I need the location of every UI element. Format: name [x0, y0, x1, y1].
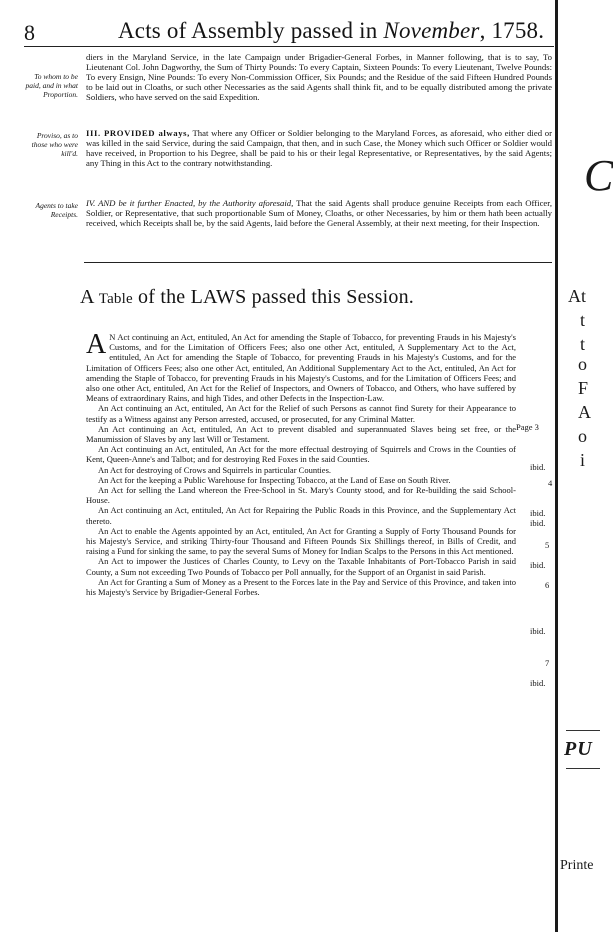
table-title-of-the: of the: [132, 286, 191, 308]
law-entry: An Act for selling the Land whereon the Free-School in St. Mary's County stood, and for Re-building the said School-House.: [86, 485, 516, 506]
running-title-month: November: [383, 18, 480, 43]
facing-page-glyph: PU: [564, 738, 593, 760]
facing-page-glyph: o: [578, 354, 587, 374]
table-title-a: A: [80, 286, 99, 308]
facing-page-rule: [566, 768, 600, 769]
page-ref: 6: [545, 580, 550, 590]
facing-page-glyph: t: [580, 310, 586, 330]
margin-note-proportion: To whom to be paid, and in what Proportion.: [25, 72, 78, 99]
table-title-passed: passed this: [246, 286, 347, 308]
law-entry: An Act to impower the Justices of Charles County, to Levy on the Taxable Inhabitants of Port-Tobacco Parish in said County, a Sum not exceeding Two Pounds of Tobacco per Poll annually, for the Support of an Organist in said Parish.: [86, 556, 516, 577]
facing-page-fragment: [558, 0, 613, 932]
law-entry: [86, 329, 516, 404]
page-ref: 7: [545, 658, 550, 668]
receipts-body: That the said Agents shall produce genuine Receipts from each Officer, Soldier, or Representative, that such proportionable Sum of Money, Cloaths, or other Necessaries, by him or them hath been actually received, which Receipts shall be, by the said Agents, laid before the General Assembly, at their next meeting, for their Inspection.: [86, 198, 552, 228]
running-title-start: Acts of Assembly passed in: [118, 18, 384, 43]
facing-page-glyph: o: [578, 426, 587, 446]
law-entry: An Act continuing an Act, entituled, An Act for Repairing the Public Roads in this Province, and the Supplementary Act thereto.: [86, 505, 516, 526]
law-entry: An Act continuing an Act, entituled, An Act to prevent disabled and superannuated Slaves being set free, or the Manumission of Slaves by any last Will or Testament.: [86, 423, 516, 445]
facing-page-glyph: Printe: [560, 858, 594, 873]
page-ref: ibid.: [530, 508, 546, 518]
law-entry: An Act continuing an Act, entituled, An Act for the more effectual destroying of Squirrels and Crows in the Counties of Kent, Queen-Anne's and Talbot; and for destroying Red Foxes in the said Counties.: [86, 444, 516, 465]
facing-page-glyph: i: [580, 450, 586, 470]
page-ref: ibid.: [530, 678, 546, 688]
margin-note-proviso: Proviso, as to those who were kill'd.: [31, 131, 78, 158]
proviso-lead: III. PROVIDED always,: [86, 128, 190, 138]
page-ref: ibid.: [530, 518, 546, 528]
page-ref: Page 3: [516, 422, 539, 432]
law-entry: An Act for destroying of Crows and Squirrels in particular Counties.: [98, 464, 332, 475]
laws-list: [86, 329, 516, 598]
table-title-table: Table: [98, 291, 133, 307]
facing-page-glyph: F: [578, 378, 589, 398]
table-title-laws: LAWS: [190, 286, 247, 308]
running-title: [118, 18, 544, 44]
law-entry-text: N Act continuing an Act, entituled, An Act for amending the Staple of Tobacco, for preventing Frauds in his Majesty's Customs, and for the Limitation of Officers Fees; also one other Act, entituled, A Supplementary Act to the Act, entituled, An Act for amending the Staple of Tobacco, for preventing Frauds in his Majesty's Customs, and for the Limitation of Officers Fees; also one other Act, entituled, An Additional Supplementary Act to the Act, entituled, An Act for amending the Staple of Tobacco, for preventing Frauds in his Majesty's Customs, and for the Limitation of Officers Fees; and also one other Act, entituled, An Act for the Relief of Inspectors, and Owners of Tobacco, and Others, who have suffered by Means of extraordinary Rains, and high Tides, and other Defects in the Inspection-Law.: [86, 332, 516, 404]
running-header: [24, 14, 554, 46]
law-entry: An Act for the keeping a Public Warehouse for Inspecting Tobacco, at the Land of Ease on South River.: [98, 474, 451, 485]
law-entry: An Act to enable the Agents appointed by an Act, entituled, An Act for Granting a Supply of Forty Thousand Pounds for his Majesty's Service, and striking Thirty-four Thousand and Fifteen Pounds Six Shillings thereof, in Bills of Credit, and raising a Fund for sinking the same, to pay the several Sums of Money for Indian Scalps to the Persons in this Act mentioned.: [86, 525, 516, 557]
header-rule: [24, 46, 554, 47]
page-number: 8: [24, 20, 35, 45]
margin-note-receipts: Agents to take Receipts.: [35, 201, 78, 219]
facing-page-glyph: t: [580, 334, 586, 354]
facing-page-glyph: At: [568, 286, 586, 306]
section-rule: [84, 262, 552, 263]
facing-page-glyph: A: [578, 402, 591, 422]
page-ref: ibid.: [530, 626, 546, 636]
page-ref: 4: [548, 478, 553, 488]
facing-page-glyph: C: [584, 151, 613, 200]
page-ref: ibid.: [530, 462, 546, 472]
table-title-session: Session.: [346, 286, 414, 308]
paragraph-distribution: diers in the Maryland Service, in the late Campaign under Brigadier-General Forbes, in Manner following, that is to say, To Lieutenant Col. John Dagworthy, the Sum of Thirty Pounds: To every Captain, Sixteen Pounds: To every Lieutenant, Twelve Pounds: To every Ensign, Nine Pounds: To every Non-Commission Officer, Six Pounds; and the Residue of the said Fifteen Hundred Pounds to be laid out in Cloaths, or such other Necessaries as the said Agents shall think fit, and to be equally distributed among the private Soldiers, who have served on the said Expedition.: [86, 52, 552, 102]
paragraph-receipts: [86, 198, 552, 228]
law-entry: An Act for Granting a Sum of Money as a Present to the Forces late in the Pay and Service of this Province, and taken into his Majesty's Service by Brigadier-General Forbes.: [86, 576, 516, 598]
page-ref: ibid.: [530, 560, 546, 570]
receipts-lead: IV. AND be it further Enacted, by the Authority aforesaid,: [86, 198, 294, 208]
law-entry: An Act continuing an Act, entituled, An Act for the Relief of such Persons as cannot find Surety for their Appearance to testify as a Witness against any Person arrested, accused, or prosecuted, for any Criminal Matter.: [86, 403, 516, 424]
facing-page-rule: [566, 730, 600, 731]
paragraph-proviso: [86, 128, 552, 168]
drop-cap: A: [86, 329, 107, 360]
running-title-end: , 1758.: [479, 18, 545, 43]
table-title: [80, 286, 414, 309]
proviso-body: That where any Officer or Soldier belonging to the Maryland Forces, as aforesaid, who either died or was killed in the said Service, during the said Campaign, that then, and in such Case, the Money which such Officer or Soldier would have received, in Proportion to his Degree, shall be paid to his or their legal Representative, or Representatives, by the said Agents; any Thing in this Act to the contrary notwithstanding.: [86, 128, 552, 168]
page-ref: 5: [545, 540, 550, 550]
